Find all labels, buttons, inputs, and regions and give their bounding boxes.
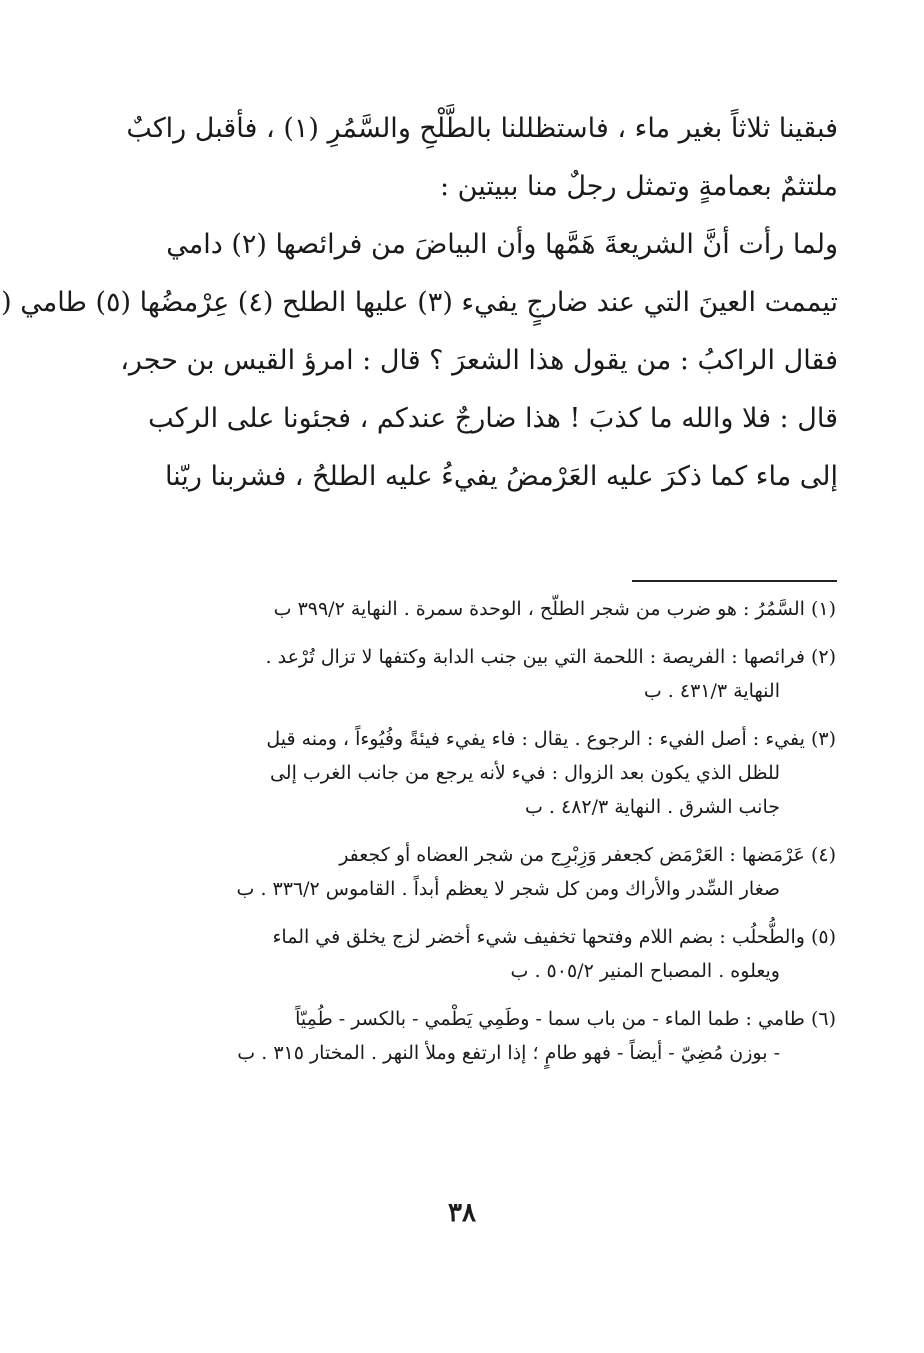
main-text-line: إلى ماء كما ذكرَ عليه العَرْمضُ يفيءُ عليه الطلحُ ، فشربنا ريّنا <box>164 461 838 492</box>
footnote-line: للظل الذي يكون بعد الزوال : فيء لأنه يرجع من جانب الغرب إلى <box>269 762 780 784</box>
footnote-line: (٥) والطُّحلُب : بضم اللام وفتحها تخفيف شيء أخضر لزج يخلق في الماء <box>272 926 836 948</box>
footnote-line: ويعلوه . المصباح المنير ٥٠٥/٢ . ب <box>510 960 780 982</box>
footnote-line: (٢) فرائصها : الفريصة : اللحمة التي بين جنب الدابة وكتفها لا تزال تُرْعد . <box>265 646 836 668</box>
footnote-5 <box>116 920 836 988</box>
footnote-6 <box>116 1002 836 1070</box>
footnote-3 <box>116 722 836 824</box>
footnote-line: (٦) طامي : طما الماء - من باب سما - وطَمِي يَطْمي - بالكسر - طُمِيّاً <box>295 1008 836 1030</box>
main-text-line: فبقينا ثلاثاً بغير ماء ، فاستظللنا بالطَّلْحِ والسَّمُرِ (١) ، فأقبل راكبٌ <box>126 113 838 144</box>
footnote-line: جانب الشرق . النهاية ٤٨٢/٣ . ب <box>525 796 780 818</box>
footnotes <box>116 592 836 1084</box>
poem-verse-line: تيممت العينَ التي عند ضارجٍ يفيء (٣) عليها الطلح (٤) عِرْمضُها (٥) طامي ( <box>1 287 838 318</box>
footnote-line: (٣) يفيء : أصل الفيء : الرجوع . يقال : فاء يفيء فيئةً وفُيُوءاً ، ومنه قيل <box>266 728 836 750</box>
footnote-line: (١) السَّمُرُ : هو ضرب من شجر الطلّح ، الوحدة سمرة . النهاية ٣٩٩/٢ ب <box>273 598 836 620</box>
footnote-4 <box>116 838 836 906</box>
main-text-line: فقال الراكبُ : من يقول هذا الشعرَ ؟ قال : امرؤ القيس بن حجر، <box>120 345 838 376</box>
main-text-line: قال : فلا والله ما كذبَ ! هذا ضارجٌ عندكم ، فجئونا على الركب <box>148 403 838 434</box>
footnote-line: النهاية ٤٣١/٣ . ب <box>643 680 780 702</box>
footnote-1 <box>116 592 836 626</box>
main-text <box>1 100 838 506</box>
footnote-line: - بوزن مُضِيّ - أيضاً - فهو طامٍ ؛ إذا ارتفع وملأ النهر . المختار ٣١٥ . ب <box>237 1042 780 1064</box>
footnote-2 <box>116 640 836 708</box>
poem-verse-line: ولما رأت أنَّ الشريعةَ هَمَّها وأن البياضَ من فرائصها (٢) دامي <box>166 229 838 260</box>
main-text-line: ملتثمٌ بعمامةٍ وتمثل رجلٌ منا ببيتين : <box>440 171 838 202</box>
footnote-line: صغار السِّدر والأراك ومن كل شجر لا يعظم أبداً . القاموس ٣٣٦/٢ . ب <box>236 878 780 900</box>
footnote-divider <box>632 580 837 582</box>
footnote-line: (٤) عَرْمَضها : العَرْمَض كجعفر وَزِبْرِج من شجر العضاه أو كجعفر <box>339 844 836 866</box>
page-number: ٣٨ <box>448 1198 476 1228</box>
